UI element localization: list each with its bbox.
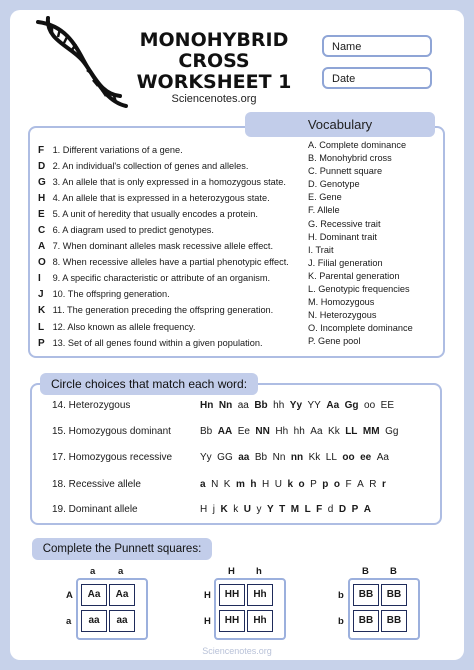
punnett-left-allele: H	[204, 616, 211, 627]
choice-option[interactable]: F	[345, 479, 352, 490]
choice-row-label: 18. Recessive allele	[52, 479, 141, 490]
circle-choices-heading: Circle choices that match each word:	[40, 373, 258, 395]
definition-item	[38, 286, 306, 302]
punnett-cell[interactable]: HH	[219, 610, 245, 632]
choice-option[interactable]: LL	[325, 452, 337, 463]
definition-item	[38, 142, 306, 158]
definition-text: 3. An allele that is only expressed in a homozygous state.	[52, 177, 286, 188]
choice-option[interactable]: oo	[364, 400, 376, 411]
term-item: P. Gene pool	[308, 336, 361, 347]
definition-item	[38, 174, 306, 190]
choice-option[interactable]: Hh	[275, 426, 289, 437]
choice-option[interactable]: H	[200, 504, 208, 515]
term-item: K. Parental generation	[308, 270, 400, 281]
definition-item	[38, 335, 306, 351]
definition-item	[38, 190, 306, 206]
footer-watermark: Sciencenotes.org	[202, 646, 272, 656]
answer-letter[interactable]: G	[38, 177, 46, 189]
choice-option[interactable]: j	[212, 504, 215, 515]
punnett-top-allele: B	[362, 566, 369, 577]
term-item: A. Complete dominance	[308, 140, 407, 150]
choice-option[interactable]: k	[233, 504, 239, 515]
choice-option[interactable]: h	[250, 479, 257, 490]
choice-row	[52, 426, 442, 442]
answer-letter[interactable]: K	[38, 305, 46, 317]
punnett-top-allele: a	[90, 566, 96, 577]
choice-option[interactable]: D	[338, 504, 347, 515]
choice-option[interactable]: ee	[360, 452, 372, 463]
choice-option[interactable]: Kk	[328, 426, 340, 437]
definition-item	[38, 206, 306, 222]
punnett-cell[interactable]: Aa	[81, 584, 107, 606]
choice-option[interactable]: M	[290, 504, 300, 515]
definition-text: 7. When dominant alleles mask recessive allele effect.	[52, 241, 273, 252]
choice-options	[200, 426, 404, 437]
definition-item	[38, 270, 306, 286]
date-label: Date	[332, 73, 356, 85]
definition-text: 4. An allele that is expressed in a heterozygous state.	[52, 193, 270, 204]
choice-option[interactable]: k	[287, 479, 294, 490]
punnett-cell[interactable]: Hh	[247, 610, 273, 632]
answer-letter[interactable]: C	[38, 225, 46, 237]
punnett-heading: Complete the Punnett squares:	[32, 538, 212, 560]
choice-option[interactable]: YY	[307, 400, 321, 411]
definition-text: 6. A diagram used to predict genotypes.	[52, 225, 214, 236]
choice-row	[52, 452, 442, 468]
choice-option[interactable]: aa	[237, 400, 249, 411]
punnett-left-allele: b	[338, 616, 344, 627]
choice-row-label: 15. Homozygous dominant	[52, 426, 171, 437]
term-item: O. Incomplete dominance	[308, 323, 413, 334]
term-item: H. Dominant trait	[308, 231, 377, 242]
choice-option[interactable]: H	[261, 479, 270, 490]
punnett-cell[interactable]: Aa	[109, 584, 135, 606]
choice-option[interactable]: oo	[342, 452, 355, 463]
choice-option[interactable]: d	[327, 504, 334, 515]
choice-option[interactable]: o	[298, 479, 305, 490]
term-item: J. Filial generation	[308, 257, 383, 268]
definition-item	[38, 319, 306, 335]
choice-row-label: 19. Dominant allele	[52, 504, 138, 515]
choice-option[interactable]: P	[310, 479, 317, 490]
definition-text: 9. A specific characteristic or attribute of an organism.	[52, 273, 271, 284]
punnett-left-allele: H	[204, 590, 211, 601]
choice-row	[52, 479, 442, 495]
choice-option[interactable]: A	[363, 504, 371, 515]
choice-row-label: 14. Heterozygous	[52, 400, 131, 411]
choice-option[interactable]: Y	[266, 504, 274, 515]
punnett-cell[interactable]: BB	[381, 584, 407, 606]
definition-list	[38, 142, 306, 351]
answer-letter[interactable]: H	[38, 193, 46, 205]
choice-option[interactable]: T	[279, 504, 286, 515]
punnett-cell[interactable]: Hh	[247, 584, 273, 606]
choice-option[interactable]: Bb	[200, 426, 213, 437]
definition-text: 8. When recessive alleles have a partial phenotypic effect.	[52, 257, 289, 268]
choice-option[interactable]: Nn	[272, 452, 286, 463]
name-field[interactable]	[322, 35, 432, 57]
dna-icon	[30, 16, 130, 112]
choice-option[interactable]: AA	[217, 426, 233, 437]
term-list	[308, 139, 440, 349]
term-item: D. Genotype	[308, 179, 360, 190]
punnett-cell[interactable]: HH	[219, 584, 245, 606]
choice-option[interactable]: Bb	[254, 452, 268, 463]
punnett-cell[interactable]: BB	[381, 610, 407, 632]
vocabulary-heading: Vocabulary	[245, 112, 435, 137]
choice-option[interactable]: Ee	[237, 426, 250, 437]
term-item: F. Allele	[308, 205, 340, 216]
choice-option[interactable]: N	[211, 479, 219, 490]
choice-row	[52, 400, 442, 416]
term-item: M. Homozygous	[308, 297, 375, 308]
choice-row	[52, 504, 442, 520]
choice-option[interactable]: o	[333, 479, 341, 490]
name-label: Name	[332, 41, 362, 53]
answer-letter[interactable]: O	[38, 257, 46, 269]
choice-option[interactable]: P	[351, 504, 359, 515]
choice-option[interactable]: R	[369, 479, 377, 490]
answer-letter[interactable]: I	[38, 273, 41, 285]
choice-options	[200, 400, 400, 411]
punnett-top-allele: B	[390, 566, 397, 577]
site-label: Sciencenotes.org	[171, 93, 257, 105]
definition-text: 2. An individual's collection of genes and alleles.	[52, 161, 249, 172]
choice-option[interactable]: Hn	[200, 400, 214, 411]
definition-item	[38, 158, 306, 174]
choice-option[interactable]: aa	[238, 452, 250, 463]
definition-text: 13. Set of all genes found within a given population.	[52, 337, 263, 348]
choice-option[interactable]: Aa	[310, 426, 323, 437]
punnett-top-allele: h	[256, 566, 262, 577]
choice-option[interactable]: Yy	[200, 452, 212, 463]
answer-letter[interactable]: J	[38, 289, 44, 301]
choice-option[interactable]: Bb	[254, 400, 268, 411]
punnett-top-allele: a	[118, 566, 124, 577]
punnett-cell[interactable]: BB	[353, 584, 379, 606]
choice-option[interactable]: A	[357, 479, 364, 490]
definition-item	[38, 254, 306, 270]
punnett-left-allele: a	[66, 616, 72, 627]
title-line-2: CROSS	[178, 50, 250, 72]
punnett-cell[interactable]: BB	[353, 610, 379, 632]
choice-option[interactable]: Yy	[289, 400, 303, 411]
definition-item	[38, 302, 306, 318]
punnett-cell[interactable]: aa	[81, 610, 107, 632]
choice-option[interactable]: Gg	[385, 426, 399, 437]
definition-text: 10. The offspring generation.	[52, 289, 170, 300]
choice-option[interactable]: r	[382, 479, 386, 490]
answer-letter[interactable]: A	[38, 241, 46, 253]
term-item: B. Monohybrid cross	[308, 153, 392, 164]
choice-options	[200, 504, 376, 515]
term-item: G. Recessive trait	[308, 218, 381, 229]
choice-option[interactable]: nn	[290, 452, 304, 463]
choice-option[interactable]: Aa	[376, 452, 389, 463]
answer-letter[interactable]: F	[38, 145, 45, 156]
choice-option[interactable]: NN	[255, 426, 270, 437]
date-field[interactable]	[322, 67, 432, 89]
choice-option[interactable]: p	[322, 479, 329, 490]
choice-option[interactable]: y	[256, 504, 262, 515]
answer-letter[interactable]: L	[38, 321, 45, 333]
punnett-left-allele: b	[338, 590, 344, 601]
definition-text: 12. Also known as allele frequency.	[52, 321, 196, 332]
definition-item	[38, 238, 306, 254]
choice-option[interactable]: LL	[345, 426, 358, 437]
choice-options	[200, 479, 391, 490]
choice-option[interactable]: F	[316, 504, 323, 515]
term-item: I. Trait	[308, 244, 334, 255]
punnett-top-allele: H	[228, 566, 235, 577]
definition-text: 11. The generation preceding the offspring generation.	[52, 305, 274, 316]
term-item: E. Gene	[308, 192, 342, 203]
term-item: N. Heterozygous	[308, 310, 377, 321]
term-item: C. Punnett square	[308, 166, 383, 177]
choice-option[interactable]: K	[220, 504, 228, 515]
choice-option[interactable]: a	[200, 479, 206, 490]
choice-option[interactable]: U	[243, 504, 251, 515]
answer-letter[interactable]: E	[38, 209, 45, 221]
choice-option[interactable]: m	[235, 479, 245, 490]
choice-option[interactable]: K	[223, 479, 231, 490]
definition-item	[38, 222, 306, 238]
choice-option[interactable]: Aa	[326, 400, 340, 411]
worksheet-title	[134, 30, 294, 93]
answer-letter[interactable]: P	[38, 337, 45, 349]
choice-option[interactable]: hh	[293, 426, 305, 437]
choice-option[interactable]: hh	[273, 400, 285, 411]
choice-option[interactable]: GG	[217, 452, 233, 463]
choice-option[interactable]: Gg	[344, 400, 359, 411]
choice-option[interactable]: L	[304, 504, 311, 515]
punnett-cell[interactable]: aa	[109, 610, 135, 632]
term-item: L. Genotypic frequencies	[308, 284, 410, 295]
choice-option[interactable]: Kk	[308, 452, 321, 463]
punnett-left-allele: A	[66, 590, 73, 601]
choice-option[interactable]: EE	[380, 400, 395, 411]
title-line-1: MONOHYBRID	[139, 29, 289, 51]
choice-options	[200, 452, 394, 463]
choice-option[interactable]: MM	[362, 426, 380, 437]
answer-letter[interactable]: D	[38, 161, 46, 173]
title-line-3: WORKSHEET 1	[136, 71, 292, 93]
choice-option[interactable]: U	[274, 479, 282, 490]
choice-option[interactable]: Nn	[218, 400, 233, 411]
choice-row-label: 17. Homozygous recessive	[52, 452, 173, 463]
definition-text: 1. Different variations of a gene.	[52, 145, 183, 155]
definition-text: 5. A unit of heredity that usually encodes a protein.	[52, 209, 258, 220]
